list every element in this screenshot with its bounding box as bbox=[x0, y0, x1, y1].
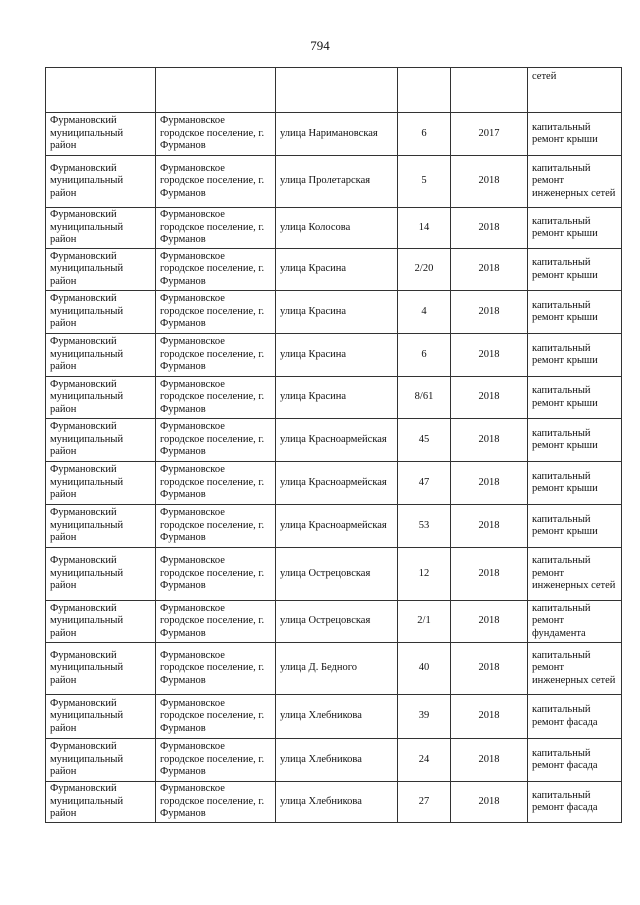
settlement-cell: Фурмановское городское поселение, г. Фурманов bbox=[156, 505, 276, 548]
street-cell: улица Красноармейская bbox=[276, 462, 398, 505]
street-cell: улица Наримановская bbox=[276, 113, 398, 156]
house-number-cell: 4 bbox=[398, 291, 451, 334]
district-cell: Фурмановский муниципальный район bbox=[46, 643, 156, 695]
year-cell: 2018 bbox=[451, 601, 528, 643]
work-type-cell: капитальный ремонт крыши bbox=[528, 419, 622, 462]
year-cell: 2018 bbox=[451, 291, 528, 334]
year-cell: 2018 bbox=[451, 334, 528, 377]
year-cell: 2018 bbox=[451, 782, 528, 823]
district-cell: Фурмановский муниципальный район bbox=[46, 156, 156, 208]
house-number-cell: 40 bbox=[398, 643, 451, 695]
settlement-cell: Фурмановское городское поселение, г. Фурманов bbox=[156, 695, 276, 739]
settlement-cell: Фурмановское городское поселение, г. Фурманов bbox=[156, 419, 276, 462]
housing-repair-table bbox=[45, 67, 622, 823]
house-number-cell: 27 bbox=[398, 782, 451, 823]
district-cell: Фурмановский муниципальный район bbox=[46, 208, 156, 249]
house-number-cell: 6 bbox=[398, 334, 451, 377]
district-cell: Фурмановский муниципальный район bbox=[46, 739, 156, 782]
year-cell: 2018 bbox=[451, 643, 528, 695]
house-number-cell: 5 bbox=[398, 156, 451, 208]
house-number-cell: 47 bbox=[398, 462, 451, 505]
year-cell: 2018 bbox=[451, 548, 528, 601]
street-cell: улица Острецовская bbox=[276, 548, 398, 601]
table-row bbox=[46, 113, 622, 156]
settlement-cell: Фурмановское городское поселение, г. Фурманов bbox=[156, 291, 276, 334]
year-cell: 2018 bbox=[451, 156, 528, 208]
settlement-cell: Фурмановское городское поселение, г. Фурманов bbox=[156, 113, 276, 156]
settlement-cell: Фурмановское городское поселение, г. Фурманов bbox=[156, 782, 276, 823]
year-cell: 2018 bbox=[451, 377, 528, 419]
table-row bbox=[46, 601, 622, 643]
street-cell: улица Колосова bbox=[276, 208, 398, 249]
work-type-cell: капитальный ремонт крыши bbox=[528, 291, 622, 334]
settlement-cell: Фурмановское городское поселение, г. Фурманов bbox=[156, 249, 276, 291]
district-cell: Фурмановский муниципальный район bbox=[46, 782, 156, 823]
house-number-cell: 6 bbox=[398, 113, 451, 156]
year-cell: 2018 bbox=[451, 208, 528, 249]
street-cell: улица Хлебникова bbox=[276, 695, 398, 739]
table-row bbox=[46, 548, 622, 601]
table-row bbox=[46, 643, 622, 695]
year-cell: 2018 bbox=[451, 249, 528, 291]
table-row bbox=[46, 377, 622, 419]
table-row bbox=[46, 739, 622, 782]
year-cell: 2018 bbox=[451, 695, 528, 739]
district-cell: Фурмановский муниципальный район bbox=[46, 291, 156, 334]
work-type-cell: капитальный ремонт фасада bbox=[528, 739, 622, 782]
year-cell: 2018 bbox=[451, 462, 528, 505]
year-cell: 2018 bbox=[451, 739, 528, 782]
page-number: 794 bbox=[310, 38, 330, 53]
house-number-cell: 8/61 bbox=[398, 377, 451, 419]
work-type-cell: капитальный ремонт крыши bbox=[528, 462, 622, 505]
table-row bbox=[46, 156, 622, 208]
street-cell: улица Пролетарская bbox=[276, 156, 398, 208]
district-cell: Фурмановский муниципальный район bbox=[46, 601, 156, 643]
street-cell: улица Хлебникова bbox=[276, 739, 398, 782]
settlement-cell: Фурмановское городское поселение, г. Фурманов bbox=[156, 156, 276, 208]
work-type-cell: капитальный ремонт инженерных сетей bbox=[528, 643, 622, 695]
settlement-cell: Фурмановское городское поселение, г. Фурманов bbox=[156, 377, 276, 419]
work-type-cell: капитальный ремонт фасада bbox=[528, 782, 622, 823]
table-row bbox=[46, 695, 622, 739]
street-cell: улица Хлебникова bbox=[276, 782, 398, 823]
district-cell: Фурмановский муниципальный район bbox=[46, 249, 156, 291]
house-number-cell: 45 bbox=[398, 419, 451, 462]
district-cell: Фурмановский муниципальный район bbox=[46, 462, 156, 505]
district-cell: Фурмановский муниципальный район bbox=[46, 377, 156, 419]
street-cell: улица Красноармейская bbox=[276, 505, 398, 548]
settlement-cell: Фурмановское городское поселение, г. Фурманов bbox=[156, 548, 276, 601]
house-number-cell: 24 bbox=[398, 739, 451, 782]
work-type-cell: капитальный ремонт инженерных сетей bbox=[528, 548, 622, 601]
work-type-cell: капитальный ремонт крыши bbox=[528, 249, 622, 291]
table-row bbox=[46, 208, 622, 249]
street-cell: улица Красина bbox=[276, 249, 398, 291]
street-cell: улица Острецовская bbox=[276, 601, 398, 643]
table-row bbox=[46, 505, 622, 548]
street-cell: улица Красина bbox=[276, 377, 398, 419]
house-number-cell: 14 bbox=[398, 208, 451, 249]
house-number-cell: 39 bbox=[398, 695, 451, 739]
street-cell: улица Красина bbox=[276, 334, 398, 377]
work-type-cell: капитальный ремонт крыши bbox=[528, 377, 622, 419]
table-row bbox=[46, 291, 622, 334]
settlement-cell: Фурмановское городское поселение, г. Фурманов bbox=[156, 462, 276, 505]
work-type-cell: капитальный ремонт инженерных сетей bbox=[528, 156, 622, 208]
settlement-cell: Фурмановское городское поселение, г. Фурманов bbox=[156, 601, 276, 643]
settlement-cell: Фурмановское городское поселение, г. Фурманов bbox=[156, 208, 276, 249]
settlement-cell: Фурмановское городское поселение, г. Фурманов bbox=[156, 643, 276, 695]
district-cell: Фурмановский муниципальный район bbox=[46, 695, 156, 739]
house-number-cell: 2/1 bbox=[398, 601, 451, 643]
table-row bbox=[46, 462, 622, 505]
street-cell: улица Д. Бедного bbox=[276, 643, 398, 695]
work-cell: сетей bbox=[528, 68, 622, 113]
work-type-cell: капитальный ремонт фундамента bbox=[528, 601, 622, 643]
district-cell: Фурмановский муниципальный район bbox=[46, 505, 156, 548]
settlement-cell: Фурмановское городское поселение, г. Фурманов bbox=[156, 739, 276, 782]
continuation-row bbox=[46, 68, 622, 113]
table-row bbox=[46, 782, 622, 823]
work-type-cell: капитальный ремонт крыши bbox=[528, 208, 622, 249]
table-row bbox=[46, 419, 622, 462]
year-cell: 2017 bbox=[451, 113, 528, 156]
work-type-cell: капитальный ремонт крыши bbox=[528, 334, 622, 377]
district-cell: Фурмановский муниципальный район bbox=[46, 334, 156, 377]
work-type-cell: капитальный ремонт фасада bbox=[528, 695, 622, 739]
work-type-cell: капитальный ремонт крыши bbox=[528, 505, 622, 548]
table-row bbox=[46, 249, 622, 291]
settlement-cell: Фурмановское городское поселение, г. Фурманов bbox=[156, 334, 276, 377]
year-cell: 2018 bbox=[451, 419, 528, 462]
year-cell: 2018 bbox=[451, 505, 528, 548]
house-number-cell: 12 bbox=[398, 548, 451, 601]
street-cell: улица Красина bbox=[276, 291, 398, 334]
street-cell: улица Красноармейская bbox=[276, 419, 398, 462]
house-number-cell: 53 bbox=[398, 505, 451, 548]
table-row bbox=[46, 334, 622, 377]
work-type-cell: капитальный ремонт крыши bbox=[528, 113, 622, 156]
district-cell: Фурмановский муниципальный район bbox=[46, 113, 156, 156]
district-cell: Фурмановский муниципальный район bbox=[46, 419, 156, 462]
house-number-cell: 2/20 bbox=[398, 249, 451, 291]
district-cell: Фурмановский муниципальный район bbox=[46, 548, 156, 601]
